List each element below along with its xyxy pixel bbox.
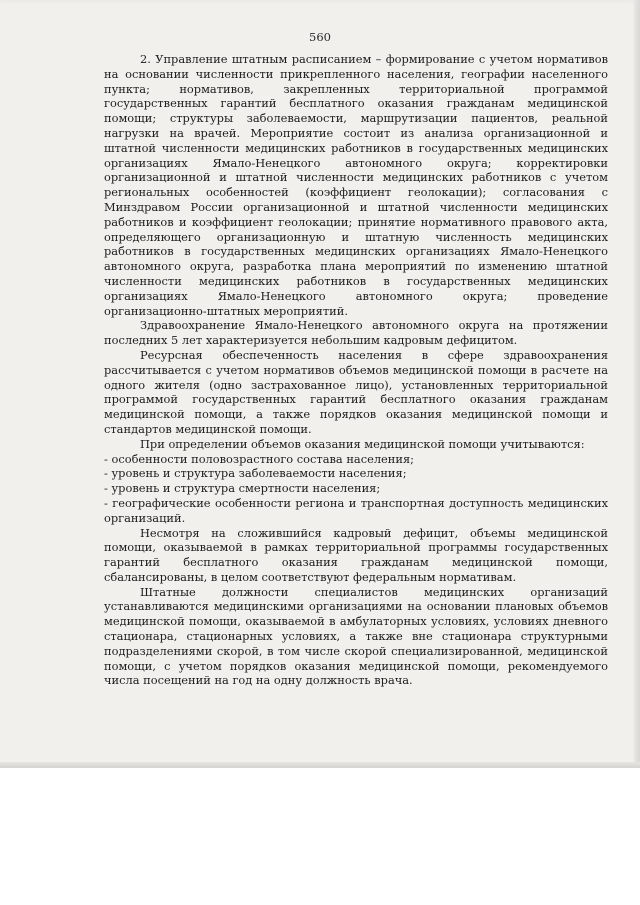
paragraph-staff-positions: Штатные должности специалистов медицинских организаций устанавливаются медицинскими организациями на основании плановых объемов медицинской помощи, оказываемой в амбулаторных условиях, условиях дневного стационара, стационарных условиях, а также вне стационара структурными подразделениями скорой, в том числе скорой специализированной, медицинской помощи, с учетом порядков оказания медицинской помощи, рекомендуемого числа посещений на год на одну должность врача. [104, 584, 608, 688]
list-item: - уровень и структура смертности населения; [104, 481, 381, 496]
paragraph-staff-deficit: Здравоохранение Ямало-Ненецкого автономного округа на протяжении последних 5 лет характеризуется небольшим кадровым дефицитом. [104, 318, 608, 348]
paragraph-care-volumes: Несмотря на сложившийся кадровый дефицит, объемы медицинской помощи, оказываемой в рамках территориальной программы государственных гарантий бесплатного оказания гражданам медицинской помощи, сбалансированы, в целом соответствуют федеральным нормативам. [104, 525, 608, 584]
list-item: - географические особенности региона и транспортная доступность медицинских организаций. [104, 495, 608, 525]
document-body [104, 52, 608, 688]
page-edge-bottom [0, 762, 640, 768]
paragraph-resource-provision: Ресурсная обеспеченность населения в сфере здравоохранения рассчитывается с учетом нормативов объемов медицинской помощи в расчете на одного жителя (одно застрахованное лицо), установленных территориальной программой государственных гарантий бесплатного оказания гражданам медицинской помощи, а также порядков оказания медицинской помощи и стандартов медицинской помощи. [104, 347, 608, 436]
paragraph-staffing-management: 2. Управление штатным расписанием – формирование с учетом нормативов на основании численности прикрепленного населения, географии населенного пункта; нормативов, закрепленных территориальной программой государственных гарантий бесплатного оказания гражданам медицинской помощи; структуры заболеваемости, маршрутизации пациентов, реальной нагрузки на врачей. Мероприятие состоит из анализа организационной и штатной численности медицинских работников в государственных медицинских организациях Ямало-Ненецкого автономного округа; корректировки организационной и штатной численности медицинских работников с учетом региональных особенностей (коэффициент геолокации); согласования с Минздравом России организационной и штатной численности медицинских работников и коэффициент геолокации; принятие нормативного правового акта, определяющего организационную и штатную численность медицинских работников в государственных медицинских организациях Ямало-Ненецкого автономного округа, разработка плана мероприятий по изменению штатной численности медицинских работников в государственных медицинских организациях Ямало-Ненецкого автономного округа; проведение организационно-штатных мероприятий. [104, 52, 608, 318]
page-edge-right [634, 0, 640, 768]
page-number: 560 [309, 30, 331, 44]
paragraph-list-intro: При определении объемов оказания медицинской помощи учитываются: [140, 436, 585, 451]
list-item: - уровень и структура заболеваемости населения; [104, 466, 407, 481]
list-item: - особенности половозрастного состава населения; [104, 451, 415, 466]
